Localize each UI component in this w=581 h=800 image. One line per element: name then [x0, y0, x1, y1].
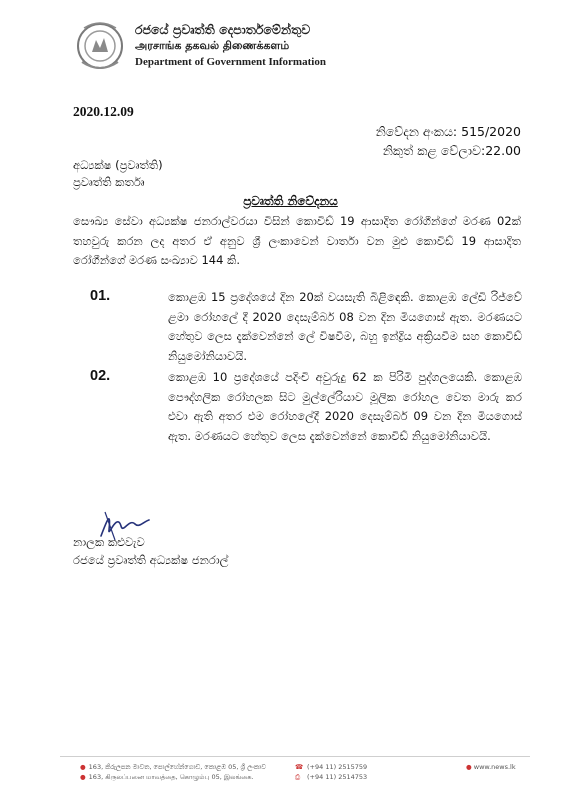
fax-icon: ⎙	[295, 773, 301, 781]
sri-lanka-emblem-icon	[74, 18, 126, 74]
footer-address-line-2: 163, கிருலப்பனை மாவத்தை, கொழும்பு 05, இலங்கை.	[88, 773, 254, 781]
release-time: නිකුත් කළ වේලාව:22.00	[382, 143, 521, 158]
letterhead-text	[135, 22, 326, 70]
footer-phone: (+94 11) 2515759	[307, 763, 368, 771]
intro-paragraph: සෞඛ්‍ය සේවා අධ්‍යක්ෂ ජනරාල්වරයා විසින් කොවිඩ් 19 ආසාදිත රෝගීන්ගේ මරණ 02ක් තහවුරු කරන ලද අතර ඒ අනුව ශ්‍රී ලංකාවෙන් වාර්තා වන මුළු කොවිඩ් 19 ආසාදිත රෝගීන්ගේ මරණ සංඛ්‍යාව 144 කි.	[73, 214, 521, 267]
signatory-name: නාලක කළුවැව	[73, 535, 145, 549]
item-number: 01.	[90, 288, 111, 304]
document-heading	[0, 190, 581, 209]
footer-contacts	[295, 762, 367, 782]
location-icon: ●	[80, 763, 86, 771]
addressee-line-2: ප්‍රවෘත්ති කර්තෘ	[73, 175, 145, 189]
department-name-sinhala: රජයේ ප්‍රවෘත්ති දෙපාර්තමේන්තුව	[135, 22, 311, 37]
addressee-line-1: අධ්‍යක්ෂ (ප්‍රවෘත්ති)	[73, 158, 163, 172]
department-name-english: Department of Government Information	[135, 56, 326, 68]
phone-icon: ☎	[295, 763, 304, 771]
item-text: කොළඹ 15 ප්‍රදේශයේ දින 20ක් වයසැති බිළිඳෙකි. කොළඹ ලේඩි රිජ්වේ ළමා රෝහලේ දී 2020 දෙසැම්බර් 08 වන දින මියගොස් ඇත. මරණයට හේතුව ලෙස දැක්වෙන්නේ ලේ විෂවීම, බහු ඉන්ද්‍රිය අක්‍රියවීම සහ කොවිඩ් නියුමෝනියාවයි.	[168, 290, 522, 363]
footer-address-line-1: 163, කිරුලපන මාවත, පොල්හේන්ගොඩ, කොළඹ 05, ශ්‍රී ලංකාව	[88, 763, 266, 771]
footer-fax: (+94 11) 2514753	[307, 773, 368, 781]
signatory-title: රජයේ ප්‍රවෘත්ති අධ්‍යක්ෂ ජනරාල්	[73, 553, 229, 567]
heading-text: ප්‍රවෘත්ති නිවේදනය	[243, 194, 338, 208]
footer-website-text: www.news.lk	[473, 763, 516, 771]
department-name-tamil: அரசாங்க தகவல் திணைக்களம்	[135, 39, 290, 52]
release-date: 2020.12.09	[73, 104, 134, 119]
release-number: නිවේදන අංකය: 515/2020	[375, 124, 521, 139]
location-icon: ●	[80, 773, 86, 781]
footer-divider	[60, 756, 530, 757]
globe-icon: ●	[466, 763, 472, 771]
item-text: කොළඹ 10 ප්‍රදේශයේ පදිංචි අවුරුදු 62 ක පිරිමි පුද්ගලයෙකි. කොළඹ පෞද්ගලික රෝහලක සිට මුල්ලේරියාව මූලික රෝහල වෙත මාරු කර එවා ඇති අතර එම රෝහලේදී 2020 දෙසැම්බර් 09 වන දින මියගොස් ඇත. මරණයට හේතුව ලෙස දැක්වෙන්නේ කොවිඩ් නියුමෝනියාවයි.	[168, 370, 522, 443]
footer-website	[466, 763, 516, 771]
footer-address	[80, 762, 266, 782]
item-number: 02.	[90, 368, 111, 384]
